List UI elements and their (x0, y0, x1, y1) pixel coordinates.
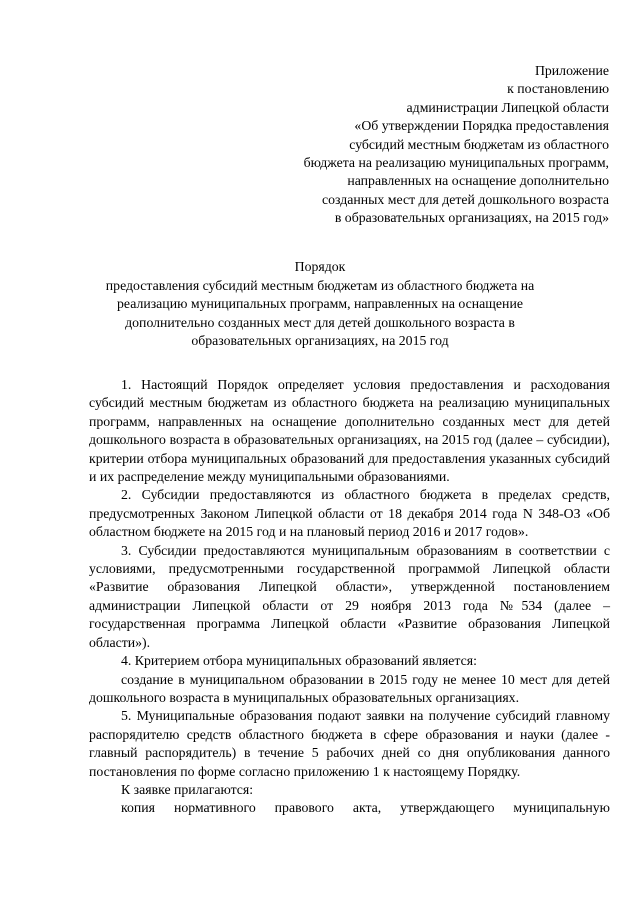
paragraph-4: 4. Критерием отбора муниципальных образований является: (121, 653, 477, 669)
appendix-line: направленных на оснащение дополнительно (347, 173, 609, 189)
document-title (0, 258, 640, 351)
appendix-line: бюджета на реализацию муниципальных программ, (303, 155, 609, 171)
title-line: реализацию муниципальных программ, направленных на оснащение (117, 296, 523, 312)
paragraph-2: 2. Субсидии предоставляются из областного бюджета в пределах средств, предусмотренных Законом Липецкой области от 18 декабря 2014 года N 348-ОЗ «Об областном бюджете на 2015 год и на плановый период 2016 и 2017 годов». (89, 487, 610, 540)
paragraph-5: 5. Муниципальные образования подают заявки на получение субсидий главному распорядителю средств областного бюджета в сфере образования и науки (далее - главный распорядитель) в течение 5 рабочих дней со дня опубликования данного постановления по форме согласно приложению 1 к настоящему Порядку. (89, 708, 610, 779)
paragraph-attachment-item: копия нормативного правового акта, утверждающего муниципальную (121, 800, 610, 816)
paragraph-3: 3. Субсидии предоставляются муниципальным образованиям в соответствии с условиями, предусмотренными государственной программой Липецкой области «Развитие образования Липецкой области», утвержденной постановлением администрации Липецкой области от 29 ноября 2013 года №534 (далее – государственная программа Липецкой области «Развитие образования Липецкой области»). (89, 542, 610, 650)
title-line: дополнительно созданных мест для детей дошкольного возраста в (125, 314, 515, 330)
appendix-line: администрации Липецкой области (406, 99, 609, 115)
appendix-line: к постановлению (507, 81, 609, 97)
paragraph-attachments: К заявке прилагаются: (121, 781, 254, 797)
paragraph-1: 1. Настоящий Порядок определяет условия предоставления и расходования субсидий местным бюджетам из областного бюджета на реализацию муниципальных программ, направленных на оснащение дополнительно созданных мест для детей дошкольного возраста в образовательных организациях, на 2015 год (далее – субсидии), критерии отбора муниципальных образований для предоставления указанных субсидий и их распределение между муниципальными образованиями. (89, 377, 610, 485)
paragraph-4-criterion: создание в муниципальном образовании в 2015 году не менее 10 мест для детей дошкольного возраста в муниципальных образовательных организациях. (89, 671, 610, 705)
appendix-header (304, 62, 609, 228)
appendix-line: в образовательных организациях, на 2015 год» (334, 210, 609, 226)
appendix-line: Приложение (534, 63, 609, 78)
title-line: образовательных организациях, на 2015 год (191, 333, 449, 349)
document-body (89, 376, 610, 818)
appendix-line: созданных мест для детей дошкольного возраста (322, 191, 609, 207)
appendix-line: субсидий местным бюджетам из областного (349, 136, 609, 152)
appendix-line: «Об утверждении Порядка предоставления (354, 118, 609, 134)
title-line: предоставления субсидий местным бюджетам из областного бюджета на (105, 277, 535, 293)
title-heading: Порядок (294, 259, 346, 274)
